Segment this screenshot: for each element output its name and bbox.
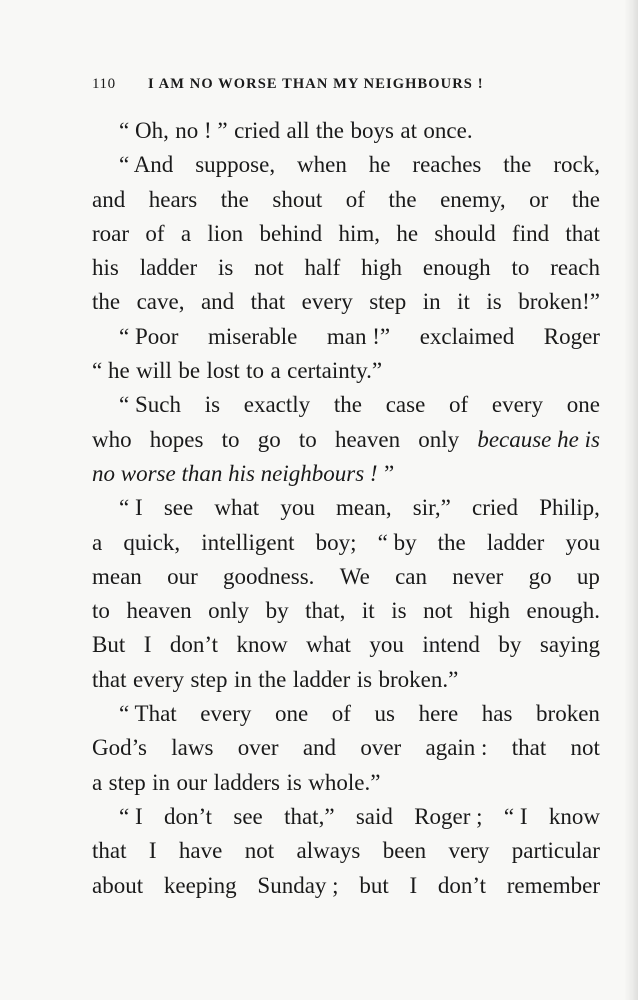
text-line <box>92 628 600 662</box>
word: quick, <box>123 529 181 555</box>
word: laws <box>171 735 214 761</box>
word: step <box>190 666 228 692</box>
word: goodness. <box>223 563 315 589</box>
word: particular <box>511 838 600 864</box>
word: intend <box>422 632 480 658</box>
word: because he is <box>477 426 600 452</box>
word: mean <box>92 563 142 589</box>
word: a <box>180 220 192 246</box>
word: every <box>301 289 353 315</box>
word: high <box>361 255 402 281</box>
word: ladders <box>213 769 281 795</box>
word: that <box>565 220 600 246</box>
word: at <box>400 118 417 143</box>
word: the <box>333 392 362 418</box>
word: our <box>176 769 208 795</box>
word: a <box>270 358 281 384</box>
word: ladder <box>292 666 351 692</box>
word: you <box>565 529 600 555</box>
word: not <box>244 838 275 864</box>
word: said <box>355 803 393 829</box>
word: that <box>511 735 547 761</box>
word: Philip, <box>539 495 600 521</box>
word: the <box>388 186 417 212</box>
word: enough <box>422 255 491 281</box>
word: who <box>92 426 132 452</box>
text-line <box>92 114 600 148</box>
word: is <box>204 392 221 418</box>
word: enemy, <box>440 186 506 212</box>
word: or <box>529 186 549 212</box>
word: should <box>434 220 496 246</box>
word: only <box>418 426 460 452</box>
word: ladder <box>139 255 198 281</box>
word: he <box>368 152 391 178</box>
word: boys <box>350 118 394 143</box>
word: no ! ” <box>175 118 228 143</box>
word: “ I <box>119 803 143 829</box>
text-line <box>92 663 600 697</box>
text-line <box>92 491 600 525</box>
word: very <box>448 838 490 864</box>
word: that <box>250 289 286 315</box>
word: I <box>143 632 152 658</box>
word: you <box>280 495 315 521</box>
word: go <box>528 563 552 589</box>
text-line <box>92 594 600 628</box>
word: see <box>163 495 194 521</box>
word: case <box>385 392 426 418</box>
word: “ Such <box>119 392 181 418</box>
word: see <box>233 803 263 829</box>
word: cried <box>234 118 281 143</box>
word: all <box>286 118 310 143</box>
body-text <box>92 114 600 903</box>
word: about <box>92 872 144 898</box>
word: the <box>503 152 532 178</box>
word: that,” <box>284 803 335 829</box>
word: “ Poor <box>119 323 179 349</box>
word: high <box>469 598 510 624</box>
word: “ I <box>503 803 528 829</box>
text-line <box>92 869 600 903</box>
word: the <box>92 289 121 315</box>
word: our <box>167 563 198 589</box>
word: to <box>298 426 317 452</box>
word: by <box>498 632 522 658</box>
word: what <box>306 632 351 658</box>
word: is <box>391 598 407 624</box>
word: We <box>339 563 370 589</box>
word: has <box>481 701 513 727</box>
word: hopes <box>149 426 204 452</box>
word: he <box>396 220 419 246</box>
word: the <box>437 529 466 555</box>
word: of <box>345 186 365 212</box>
word: exactly <box>243 392 311 418</box>
word: Roger <box>543 323 600 349</box>
page-number: 110 <box>92 76 116 92</box>
word: the <box>220 186 249 212</box>
text-line <box>92 354 600 388</box>
word: lion <box>207 220 244 246</box>
word: not <box>570 735 600 761</box>
word: heaven <box>334 426 401 452</box>
word: in <box>152 769 171 795</box>
word: cried <box>472 495 519 521</box>
word: every <box>132 666 185 692</box>
word: “ And <box>119 152 174 178</box>
word: his <box>92 255 119 281</box>
word: in <box>422 289 441 315</box>
word: it <box>457 289 470 315</box>
word: of <box>449 392 469 418</box>
word: rock, <box>553 152 600 178</box>
word: “ he <box>92 358 130 384</box>
word: the <box>571 186 600 212</box>
word: I <box>409 872 418 898</box>
word: man !” <box>326 323 391 349</box>
text-line <box>92 148 600 182</box>
word: behind <box>259 220 323 246</box>
word: boy; <box>315 529 357 555</box>
word: the <box>258 666 287 692</box>
word: don’t <box>163 803 213 829</box>
word: is <box>356 666 373 692</box>
word: exclaimed <box>419 323 515 349</box>
word: “ Oh, <box>119 118 169 143</box>
word: know <box>236 632 288 658</box>
word: intelligent <box>201 529 295 555</box>
word: here <box>418 701 459 727</box>
word: been <box>382 838 427 864</box>
word: a <box>92 769 103 795</box>
word: miserable <box>207 323 298 349</box>
word: by <box>265 598 289 624</box>
word: up <box>576 563 600 589</box>
word: find <box>512 220 550 246</box>
word: only <box>208 598 250 624</box>
word: certainty.” <box>287 358 383 384</box>
word: know <box>548 803 600 829</box>
word: step <box>369 289 407 315</box>
word: heaven <box>126 598 192 624</box>
word: is <box>286 769 302 795</box>
word: ladder <box>486 529 545 555</box>
word: I <box>148 838 157 864</box>
text-line <box>92 800 600 834</box>
word: go <box>257 426 281 452</box>
text-line <box>92 285 600 319</box>
word: can <box>395 563 427 589</box>
word: in <box>233 666 252 692</box>
word: half <box>304 255 341 281</box>
word: to <box>92 598 110 624</box>
word: once. <box>423 118 473 143</box>
word: every <box>200 701 252 727</box>
word: a <box>92 529 103 555</box>
word: of <box>145 220 165 246</box>
word: lost <box>206 358 240 384</box>
word: broken <box>536 701 600 727</box>
word: and <box>200 289 235 315</box>
word: is <box>486 289 502 315</box>
word: to <box>246 358 265 384</box>
text-line <box>92 697 600 731</box>
word: ” <box>384 460 395 486</box>
word: broken.” <box>378 666 459 692</box>
word: enough. <box>526 598 600 624</box>
word: always <box>296 838 361 864</box>
word: shout <box>272 186 323 212</box>
word: reaches <box>412 152 482 178</box>
text-line <box>92 183 600 217</box>
word: the <box>315 118 345 143</box>
word: to <box>511 255 530 281</box>
word: that <box>92 838 127 864</box>
word: him, <box>338 220 380 246</box>
word: over <box>360 735 402 761</box>
word: broken!” <box>518 289 600 315</box>
text-line <box>92 320 600 354</box>
word: mean, <box>336 495 392 521</box>
text-line <box>92 251 600 285</box>
word: But <box>92 632 126 658</box>
word: every <box>491 392 543 418</box>
text-line <box>92 560 600 594</box>
text-line <box>92 423 600 457</box>
word: be <box>178 358 201 384</box>
text-line <box>92 457 600 491</box>
word: us <box>374 701 395 727</box>
word: over <box>237 735 279 761</box>
word: Roger ; <box>414 803 483 829</box>
text-line <box>92 731 600 765</box>
word: don’t <box>169 632 219 658</box>
word: suppose, <box>195 152 276 178</box>
word: it <box>361 598 375 624</box>
word: saying <box>539 632 600 658</box>
page-edge-shadow <box>624 0 638 1000</box>
word: sir,” <box>412 495 451 521</box>
word: to <box>221 426 240 452</box>
word: God’s <box>92 735 147 761</box>
text-line <box>92 388 600 422</box>
word: remember <box>506 872 600 898</box>
word: that, <box>305 598 346 624</box>
word: of <box>331 701 351 727</box>
word: roar <box>92 220 130 246</box>
word: “ I <box>119 495 143 521</box>
word: not <box>254 255 284 281</box>
word: what <box>214 495 260 521</box>
word: step <box>108 769 146 795</box>
word: keeping <box>163 872 237 898</box>
word: and <box>302 735 337 761</box>
word: don’t <box>437 872 487 898</box>
word: is <box>218 255 234 281</box>
word: no worse than his neighbours ! <box>92 460 378 486</box>
text-line <box>92 834 600 868</box>
text-line <box>92 766 600 800</box>
word: “ by <box>377 529 417 555</box>
running-head-title: I AM NO WORSE THAN MY NEIGHBOURS ! <box>148 76 484 92</box>
word: have <box>178 838 223 864</box>
word: never <box>452 563 504 589</box>
word: reach <box>550 255 600 281</box>
word: Sunday ; <box>257 872 339 898</box>
word: you <box>369 632 404 658</box>
word: and <box>92 186 126 212</box>
word: whole.” <box>308 769 381 795</box>
word: “ That <box>119 701 177 727</box>
word: hears <box>148 186 198 212</box>
word: but <box>359 872 389 898</box>
word: one <box>274 701 309 727</box>
word: cave, <box>136 289 185 315</box>
word: again : <box>425 735 488 761</box>
word: will <box>136 358 172 384</box>
text-line <box>92 526 600 560</box>
word: when <box>297 152 347 178</box>
word: one <box>566 392 600 418</box>
text-line <box>92 217 600 251</box>
word: not <box>423 598 453 624</box>
word: that <box>92 666 127 692</box>
